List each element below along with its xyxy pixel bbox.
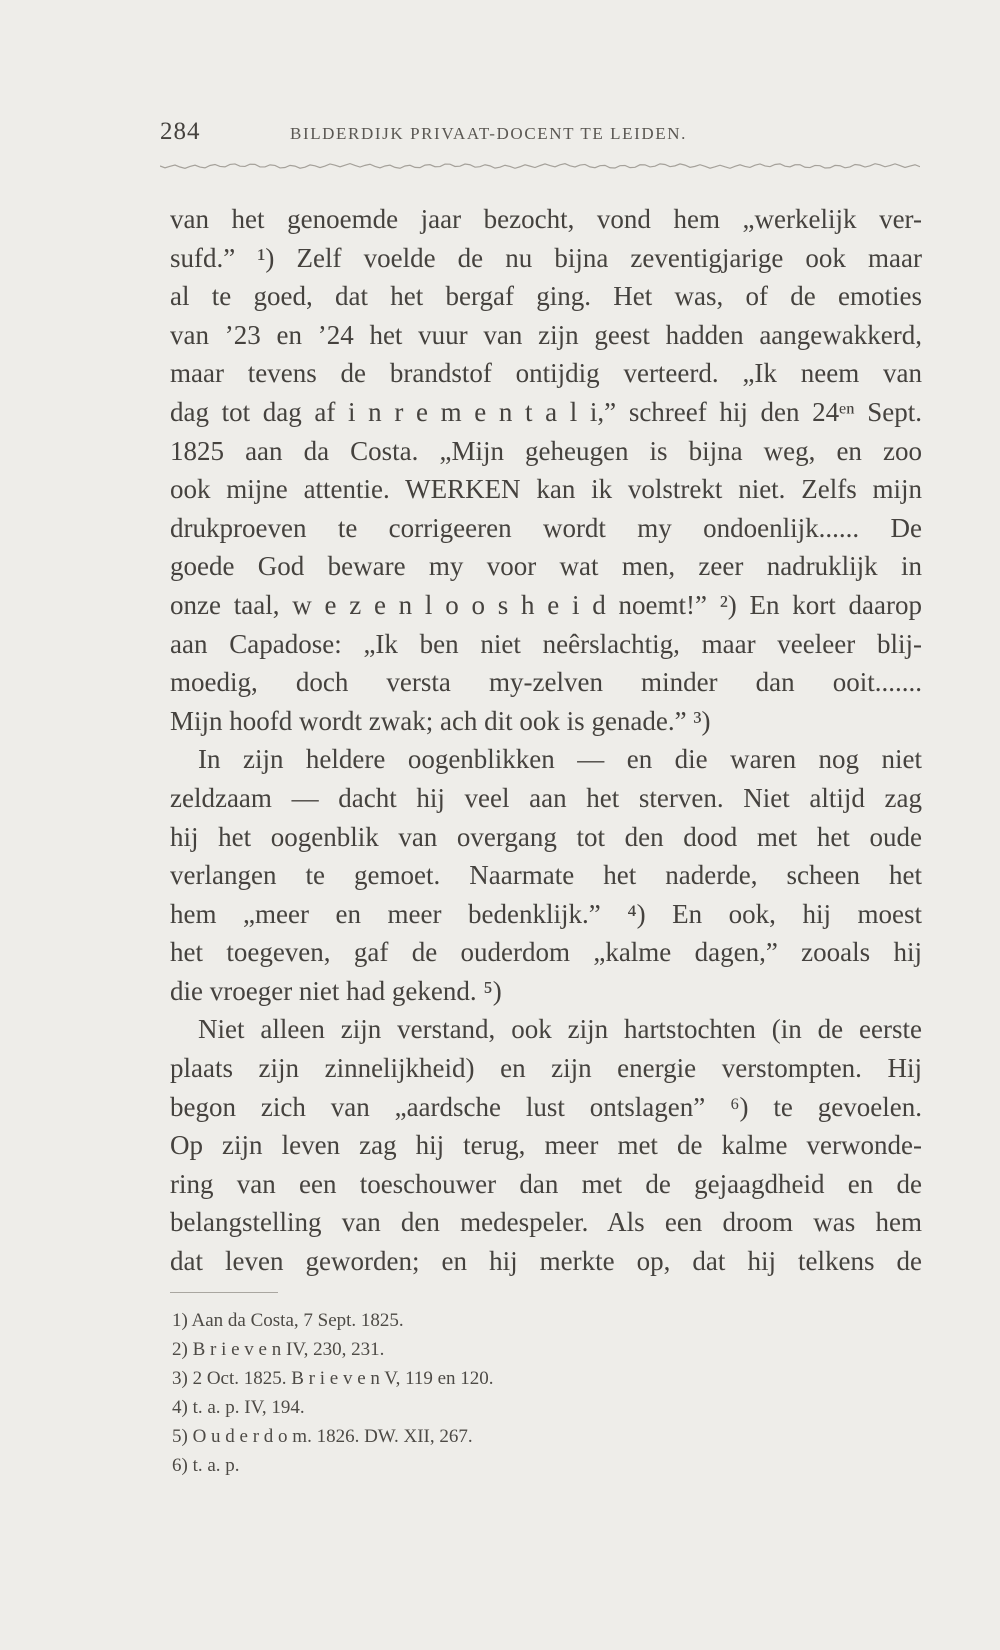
text-line: Op zijn leven zag hij terug, meer met de kalme verwonde- — [170, 1130, 922, 1161]
text-line: aan Capadose: „Ik ben niet neêrslachtig, maar veeleer blij- — [170, 628, 922, 659]
footnote: 6) t. a. p. — [172, 1455, 240, 1476]
text-line: dag tot dag af i n r e m e n t a l i,” schreef hij den 24ᵉⁿ Sept. — [170, 396, 922, 427]
text-line: zeldzaam — dacht hij veel aan het sterven. Niet altijd zag — [170, 782, 922, 813]
text-line: ook mijne attentie. WERKEN kan ik volstrekt niet. Zelfs mijn — [170, 474, 922, 505]
text-line: belangstelling van den medespeler. Als een droom was hem — [170, 1207, 922, 1238]
page-number: 284 — [160, 118, 201, 145]
running-title: BILDERDIJK PRIVAAT-DOCENT TE LEIDEN. — [290, 124, 687, 143]
text-line: dat leven geworden; en hij merkte op, dat hij telkens de — [170, 1246, 922, 1277]
text-line: verlangen te gemoet. Naarmate het naderde, scheen het — [170, 860, 922, 891]
text-line: maar tevens de brandstof ontijdig verteerd. „Ik neem van — [170, 358, 922, 389]
footnote: 3) 2 Oct. 1825. B r i e v e n V, 119 en 120. — [172, 1368, 494, 1389]
footnote: 5) O u d e r d o m. 1826. DW. XII, 267. — [172, 1426, 473, 1447]
running-head — [160, 118, 920, 158]
text-line: van het genoemde jaar bezocht, vond hem „werkelijk ver- — [170, 204, 922, 234]
body-text — [170, 200, 922, 1281]
text-line: ring van een toeschouwer dan met de gejaagdheid en de — [170, 1168, 922, 1199]
text-line: hij het oogenblik van overgang tot den dood met het oude — [170, 821, 922, 852]
text-line: drukproeven te corrigeeren wordt my ondoenlijk...... De — [170, 512, 922, 543]
text-line: het toegeven, gaf de ouderdom „kalme dagen,” zooals hij — [170, 937, 922, 968]
wavy-rule-divider — [160, 160, 920, 172]
text-line: sufd.” ¹) Zelf voelde de nu bijna zeventigjarige ook maar — [170, 242, 922, 273]
text-line: plaats zijn zinnelijkheid) en zijn energie verstompten. Hij — [170, 1053, 922, 1084]
footnote-rule — [170, 1292, 278, 1293]
text-line: In zijn heldere oogenblikken — en die waren nog niet — [198, 744, 922, 775]
text-line: Niet alleen zijn verstand, ook zijn hartstochten (in de eerste — [198, 1014, 922, 1045]
text-line: die vroeger niet had gekend. ⁵) — [170, 975, 502, 1006]
text-line: hem „meer en meer bedenklijk.” ⁴) En ook, hij moest — [170, 898, 922, 929]
text-line: onze taal, w e z e n l o o s h e i d noemt!” ²) En kort daarop — [170, 589, 922, 620]
footnote: 4) t. a. p. IV, 194. — [172, 1397, 305, 1418]
text-line: van ’23 en ’24 het vuur van zijn geest hadden aangewakkerd, — [170, 319, 922, 350]
text-line: goede God beware my voor wat men, zeer nadruklijk in — [170, 551, 922, 582]
footnote: 2) B r i e v e n IV, 230, 231. — [172, 1339, 385, 1360]
text-line: begon zich van „aardsche lust ontslagen” ⁶) te gevoelen. — [170, 1091, 922, 1122]
footnote: 1) Aan da Costa, 7 Sept. 1825. — [172, 1310, 404, 1331]
text-line: moedig, doch versta my-zelven minder dan ooit....... — [170, 667, 922, 698]
footnotes — [172, 1306, 772, 1480]
text-line: Mijn hoofd wordt zwak; ach dit ook is genade.” ³) — [170, 705, 711, 736]
text-line: 1825 aan da Costa. „Mijn geheugen is bijna weg, en zoo — [170, 435, 922, 466]
text-line: al te goed, dat het bergaf ging. Het was, of de emoties — [170, 281, 922, 312]
